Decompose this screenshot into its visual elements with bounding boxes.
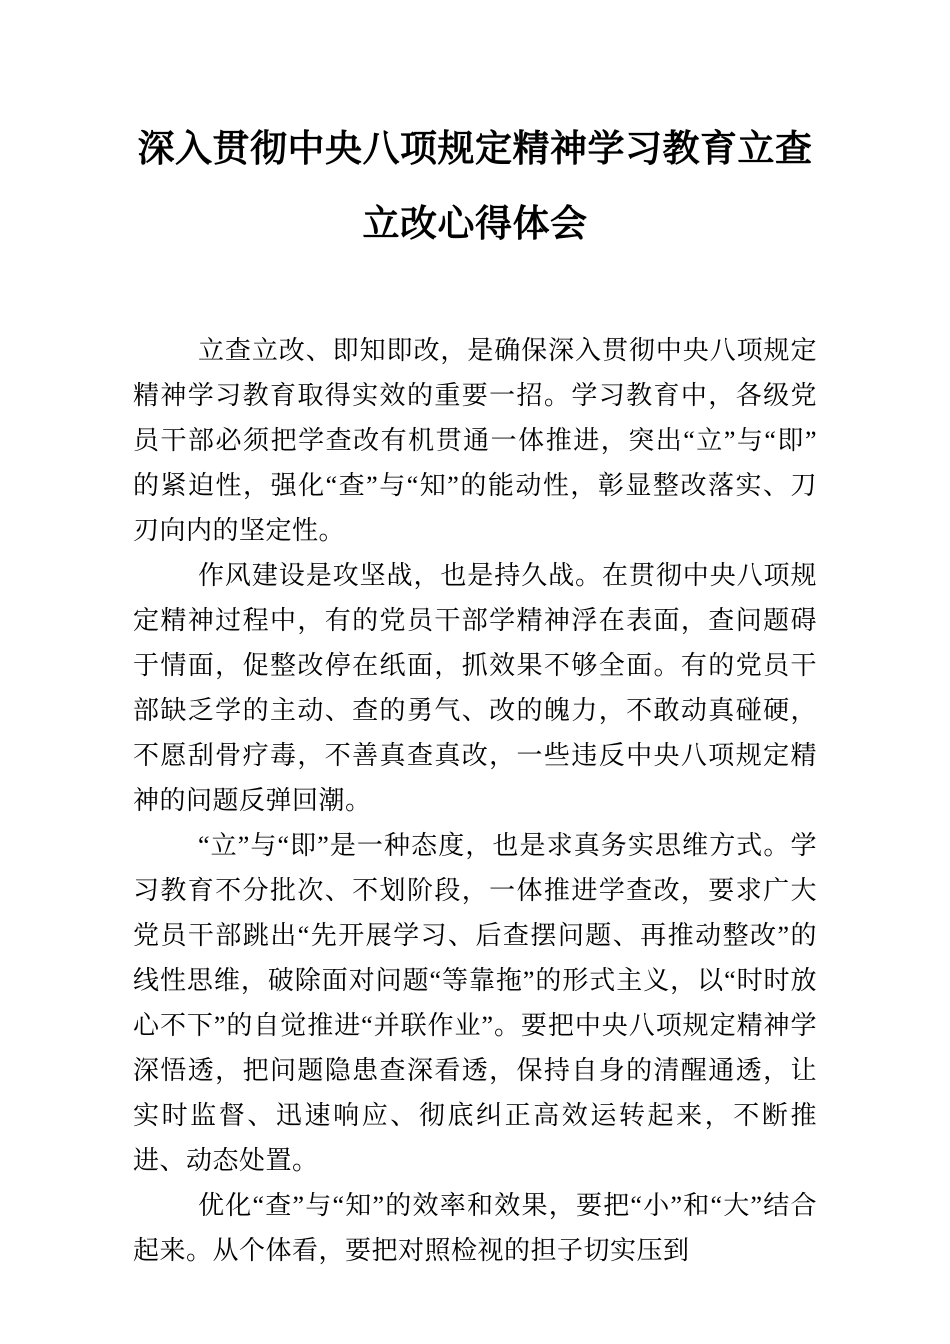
document-title — [133, 112, 817, 262]
title-line-2: 立改心得体会 — [362, 204, 588, 245]
title-line-1: 深入贯彻中央八项规定精神学习教育立查 — [137, 129, 813, 170]
paragraph-4: 优化“查”与“知”的效率和效果，要把“小”和“大”结合起来。从个体看，要把对照检视的担子切实压到 — [133, 1191, 817, 1265]
document-body — [133, 328, 817, 1273]
paragraph-2: 作风建设是攻坚战，也是持久战。在贯彻中央八项规定精神过程中，有的党员干部学精神浮在表面，查问题碍于情面，促整改停在纸面，抓效果不够全面。有的党员干部缺乏学的主动、查的勇气、改的魄力，不敢动真碰硬，不愿刮骨疗毒，不善真查真改，一些违反中央八项规定精神的问题反弹回潮。 — [133, 561, 817, 815]
paragraph-1: 立查立改、即知即改，是确保深入贯彻中央八项规定精神学习教育取得实效的重要一招。学习教育中，各级党员干部必须把学查改有机贯通一体推进，突出“立”与“即”的紧迫性，强化“查”与“知”的能动性，彰显整改落实、刀刃向内的坚定性。 — [133, 336, 817, 545]
paragraph-3: “立”与“即”是一种态度，也是求真务实思维方式。学习教育不分批次、不划阶段，一体推进学查改，要求广大党员干部跳出“先开展学习、后查摆问题、再推动整改”的线性思维，破除面对问题“等靠拖”的形式主义，以“时时放心不下”的自觉推进“并联作业”。要把中央八项规定精神学深悟透，把问题隐患查深看透，保持自身的清醒通透，让实时监督、迅速响应、彻底纠正高效运转起来，不断推进、动态处置。 — [133, 831, 817, 1175]
